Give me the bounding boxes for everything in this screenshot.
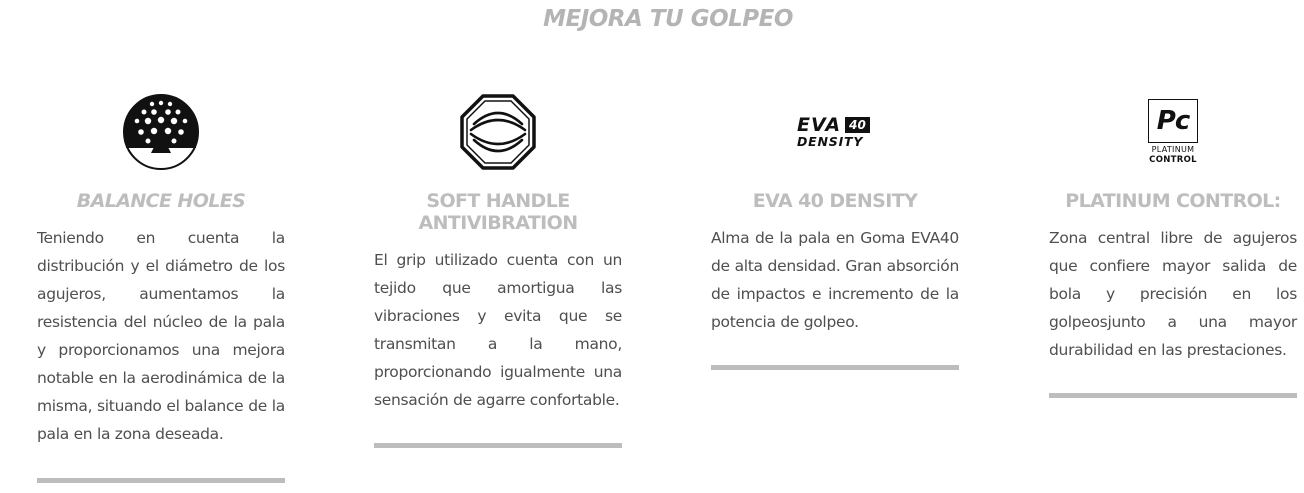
logo-density-text: DENSITY bbox=[797, 133, 864, 149]
feature-title: EVA 40 DENSITY bbox=[752, 190, 918, 212]
logo-control-text: CONTROL bbox=[1149, 155, 1197, 166]
logo-pc-text: Pc bbox=[1156, 106, 1190, 137]
section-title: MEJORA TU GOLPEO bbox=[543, 6, 793, 32]
feature-divider bbox=[374, 443, 622, 448]
platinum-control-logo bbox=[1049, 92, 1297, 172]
logo-platinum-text: PLATINUM bbox=[1151, 145, 1195, 155]
eva-40-density-logo bbox=[711, 92, 959, 172]
feature-title: PLATINUM CONTROL: bbox=[1065, 190, 1281, 212]
feature-description: El grip utilizado cuenta con un tejido que amortigua las vibraciones y evita que se transmitan a la mano, proporcionando igualmente una sensación de agarre confortable. bbox=[374, 251, 622, 409]
feature-description: Teniendo en cuenta la distribución y el diámetro de los agujeros, aumentamos la resistencia del núcleo de la pala y proporcionamos una mejora notable en la aerodinámica de la misma, situando el balance de la pala en la zona deseada. bbox=[37, 229, 285, 443]
feature-title-line1: SOFT HANDLE bbox=[426, 190, 570, 212]
perforated-ball-icon bbox=[37, 92, 285, 172]
logo-eva-text: EVA bbox=[797, 113, 842, 136]
feature-description: Alma de la pala en Goma EVA40 de alta densidad. Gran absorción de impactos e incremento de la potencia de golpeo. bbox=[711, 229, 959, 331]
feature-title: BALANCE HOLES bbox=[76, 190, 246, 212]
feature-divider bbox=[1049, 393, 1297, 398]
feature-divider bbox=[711, 365, 959, 370]
feature-description: Zona central libre de agujeros que confiere mayor salida de bola y precisión en los golpeosjunto a una mayor durabilidad en las prestaciones. bbox=[1049, 229, 1297, 359]
feature-divider bbox=[37, 478, 285, 483]
octagon-waves-icon bbox=[374, 92, 622, 172]
logo-40-badge: 40 bbox=[845, 117, 870, 133]
logo-pc-box bbox=[1148, 99, 1198, 143]
feature-title bbox=[374, 190, 622, 234]
feature-title-line2: ANTIVIBRATION bbox=[418, 212, 578, 234]
